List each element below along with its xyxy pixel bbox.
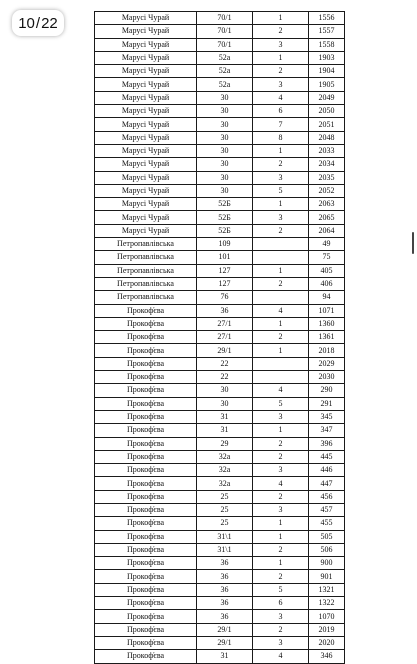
cell-apartment: 2050 xyxy=(309,105,345,118)
cell-building: 29/1 xyxy=(197,636,253,649)
cell-entrance: 6 xyxy=(253,105,309,118)
table-row xyxy=(95,277,345,290)
cell-apartment: 1322 xyxy=(309,597,345,610)
table-row xyxy=(95,357,345,370)
table-row xyxy=(95,410,345,423)
cell-building: 30 xyxy=(197,118,253,131)
cell-entrance: 1 xyxy=(253,424,309,437)
cell-entrance: 3 xyxy=(253,78,309,91)
cell-entrance: 2 xyxy=(253,623,309,636)
page-indicator[interactable] xyxy=(12,10,64,36)
cell-building: 30 xyxy=(197,384,253,397)
cell-building: 30 xyxy=(197,105,253,118)
cell-entrance: 2 xyxy=(253,450,309,463)
table-row xyxy=(95,171,345,184)
cell-building: 36 xyxy=(197,610,253,623)
cell-apartment: 447 xyxy=(309,477,345,490)
cell-building: 36 xyxy=(197,304,253,317)
cell-street: Прокоф̕єва xyxy=(95,570,197,583)
cell-apartment: 396 xyxy=(309,437,345,450)
cell-street: Прокоф̕єва xyxy=(95,583,197,596)
cell-street: Марусі Чурай xyxy=(95,158,197,171)
cell-apartment: 2049 xyxy=(309,91,345,104)
cell-street: Прокоф̕єва xyxy=(95,410,197,423)
table-row xyxy=(95,317,345,330)
cell-building: 70/1 xyxy=(197,25,253,38)
table-row xyxy=(95,557,345,570)
table-row xyxy=(95,291,345,304)
cell-apartment: 94 xyxy=(309,291,345,304)
table-row xyxy=(95,331,345,344)
cell-entrance: 3 xyxy=(253,610,309,623)
table-row xyxy=(95,105,345,118)
cell-street: Прокоф̕єва xyxy=(95,650,197,663)
table-row xyxy=(95,238,345,251)
cell-building: 30 xyxy=(197,184,253,197)
cell-street: Марусі Чурай xyxy=(95,12,197,25)
cell-building: 30 xyxy=(197,158,253,171)
total-pages: 22 xyxy=(41,14,58,32)
table-row xyxy=(95,397,345,410)
cell-entrance: 3 xyxy=(253,503,309,516)
cell-street: Марусі Чурай xyxy=(95,91,197,104)
cell-street: Прокоф̕єва xyxy=(95,304,197,317)
cell-entrance: 4 xyxy=(253,477,309,490)
table-row xyxy=(95,118,345,131)
cell-apartment: 1071 xyxy=(309,304,345,317)
cell-building: 25 xyxy=(197,490,253,503)
cell-entrance: 2 xyxy=(253,158,309,171)
cell-apartment: 1905 xyxy=(309,78,345,91)
cell-street: Прокоф̕єва xyxy=(95,530,197,543)
table-row xyxy=(95,91,345,104)
cell-apartment: 2033 xyxy=(309,144,345,157)
cell-apartment: 2052 xyxy=(309,184,345,197)
cell-entrance: 2 xyxy=(253,570,309,583)
table-row xyxy=(95,12,345,25)
table-row xyxy=(95,224,345,237)
cell-building: 27/1 xyxy=(197,317,253,330)
cell-street: Прокоф̕єва xyxy=(95,397,197,410)
cell-entrance: 5 xyxy=(253,184,309,197)
table-row xyxy=(95,623,345,636)
cell-entrance: 3 xyxy=(253,464,309,477)
cell-apartment: 1070 xyxy=(309,610,345,623)
cell-entrance: 2 xyxy=(253,65,309,78)
cell-building: 29/1 xyxy=(197,623,253,636)
cell-apartment: 347 xyxy=(309,424,345,437)
table-row xyxy=(95,437,345,450)
cell-entrance: 4 xyxy=(253,91,309,104)
cell-apartment: 406 xyxy=(309,277,345,290)
cell-entrance: 5 xyxy=(253,397,309,410)
table-row xyxy=(95,344,345,357)
cell-apartment: 2048 xyxy=(309,131,345,144)
cell-building: 25 xyxy=(197,503,253,516)
cell-entrance: 7 xyxy=(253,118,309,131)
cell-building: 36 xyxy=(197,557,253,570)
table-row xyxy=(95,51,345,64)
cell-street: Прокоф̕єва xyxy=(95,371,197,384)
cell-entrance: 2 xyxy=(253,277,309,290)
cell-street: Марусі Чурай xyxy=(95,118,197,131)
cell-entrance: 3 xyxy=(253,171,309,184)
cell-apartment: 2035 xyxy=(309,171,345,184)
cell-building: 127 xyxy=(197,277,253,290)
cell-building: 109 xyxy=(197,238,253,251)
cell-street: Прокоф̕єва xyxy=(95,503,197,516)
cell-street: Прокоф̕єва xyxy=(95,344,197,357)
cell-apartment: 1904 xyxy=(309,65,345,78)
cell-street: Марусі Чурай xyxy=(95,131,197,144)
address-table-body xyxy=(95,12,345,664)
cell-entrance: 2 xyxy=(253,437,309,450)
cell-apartment: 2065 xyxy=(309,211,345,224)
cell-street: Прокоф̕єва xyxy=(95,490,197,503)
cell-street: Марусі Чурай xyxy=(95,171,197,184)
cell-entrance: 1 xyxy=(253,344,309,357)
cell-entrance: 4 xyxy=(253,650,309,663)
cell-apartment: 506 xyxy=(309,543,345,556)
table-row xyxy=(95,464,345,477)
cell-building: 30 xyxy=(197,144,253,157)
cell-street: Марусі Чурай xyxy=(95,184,197,197)
cell-entrance xyxy=(253,238,309,251)
document-page xyxy=(94,11,344,664)
cell-street: Прокоф̕єва xyxy=(95,477,197,490)
cell-street: Прокоф̕єва xyxy=(95,623,197,636)
cell-street: Марусі Чурай xyxy=(95,25,197,38)
cell-building: 30 xyxy=(197,397,253,410)
cell-apartment: 445 xyxy=(309,450,345,463)
cell-street: Петропавлівська xyxy=(95,238,197,251)
cell-entrance: 3 xyxy=(253,410,309,423)
cell-entrance: 1 xyxy=(253,557,309,570)
cell-street: Петропавлівська xyxy=(95,277,197,290)
cell-building: 76 xyxy=(197,291,253,304)
table-row xyxy=(95,211,345,224)
cell-apartment: 1321 xyxy=(309,583,345,596)
table-row xyxy=(95,264,345,277)
cell-entrance: 1 xyxy=(253,144,309,157)
cell-building: 31 xyxy=(197,410,253,423)
cell-apartment: 455 xyxy=(309,517,345,530)
cell-entrance xyxy=(253,251,309,264)
cell-entrance: 1 xyxy=(253,12,309,25)
cell-street: Прокоф̕єва xyxy=(95,437,197,450)
cell-apartment: 2019 xyxy=(309,623,345,636)
address-table xyxy=(94,11,345,664)
cell-building: 70/1 xyxy=(197,38,253,51)
scrollbar[interactable] xyxy=(407,0,417,596)
cell-street: Прокоф̕єва xyxy=(95,557,197,570)
cell-entrance: 6 xyxy=(253,597,309,610)
table-row xyxy=(95,65,345,78)
table-row xyxy=(95,583,345,596)
cell-apartment: 405 xyxy=(309,264,345,277)
cell-apartment: 2051 xyxy=(309,118,345,131)
table-row xyxy=(95,371,345,384)
table-row xyxy=(95,530,345,543)
table-row xyxy=(95,131,345,144)
cell-street: Петропавлівська xyxy=(95,264,197,277)
scrollbar-thumb[interactable] xyxy=(412,232,414,254)
cell-apartment: 345 xyxy=(309,410,345,423)
cell-building: 32а xyxy=(197,477,253,490)
cell-street: Прокоф̕єва xyxy=(95,464,197,477)
cell-building: 30 xyxy=(197,91,253,104)
cell-apartment: 900 xyxy=(309,557,345,570)
cell-building: 31\1 xyxy=(197,530,253,543)
cell-apartment: 901 xyxy=(309,570,345,583)
cell-apartment: 1360 xyxy=(309,317,345,330)
cell-street: Марусі Чурай xyxy=(95,38,197,51)
cell-building: 52Б xyxy=(197,198,253,211)
cell-entrance: 3 xyxy=(253,636,309,649)
cell-apartment: 456 xyxy=(309,490,345,503)
cell-entrance: 4 xyxy=(253,304,309,317)
cell-building: 127 xyxy=(197,264,253,277)
cell-street: Марусі Чурай xyxy=(95,78,197,91)
cell-entrance: 1 xyxy=(253,264,309,277)
cell-apartment: 290 xyxy=(309,384,345,397)
cell-apartment: 2030 xyxy=(309,371,345,384)
table-row xyxy=(95,144,345,157)
cell-street: Марусі Чурай xyxy=(95,65,197,78)
table-row xyxy=(95,184,345,197)
cell-street: Прокоф̕єва xyxy=(95,610,197,623)
cell-apartment: 2063 xyxy=(309,198,345,211)
cell-apartment: 75 xyxy=(309,251,345,264)
cell-apartment: 505 xyxy=(309,530,345,543)
cell-street: Марусі Чурай xyxy=(95,224,197,237)
table-row xyxy=(95,636,345,649)
cell-apartment: 1556 xyxy=(309,12,345,25)
cell-building: 32а xyxy=(197,450,253,463)
table-row xyxy=(95,450,345,463)
cell-building: 31\1 xyxy=(197,543,253,556)
cell-building: 30 xyxy=(197,131,253,144)
cell-street: Марусі Чурай xyxy=(95,198,197,211)
cell-apartment: 2029 xyxy=(309,357,345,370)
cell-building: 36 xyxy=(197,570,253,583)
cell-building: 22 xyxy=(197,371,253,384)
table-row xyxy=(95,650,345,663)
cell-street: Петропавлівська xyxy=(95,251,197,264)
table-row xyxy=(95,610,345,623)
table-row xyxy=(95,304,345,317)
cell-entrance xyxy=(253,357,309,370)
cell-apartment: 346 xyxy=(309,650,345,663)
cell-street: Марусі Чурай xyxy=(95,105,197,118)
cell-apartment: 1558 xyxy=(309,38,345,51)
cell-building: 70/1 xyxy=(197,12,253,25)
cell-apartment: 2064 xyxy=(309,224,345,237)
table-row xyxy=(95,158,345,171)
cell-entrance xyxy=(253,291,309,304)
cell-building: 101 xyxy=(197,251,253,264)
page-separator: / xyxy=(35,14,41,32)
cell-building: 52а xyxy=(197,65,253,78)
cell-street: Петропавлівська xyxy=(95,291,197,304)
cell-entrance: 1 xyxy=(253,51,309,64)
cell-street: Прокоф̕єва xyxy=(95,424,197,437)
cell-entrance: 2 xyxy=(253,543,309,556)
cell-apartment: 49 xyxy=(309,238,345,251)
cell-entrance: 5 xyxy=(253,583,309,596)
cell-building: 52Б xyxy=(197,211,253,224)
cell-apartment: 2034 xyxy=(309,158,345,171)
cell-apartment: 1361 xyxy=(309,331,345,344)
cell-entrance: 3 xyxy=(253,211,309,224)
cell-building: 30 xyxy=(197,171,253,184)
table-row xyxy=(95,517,345,530)
cell-entrance: 3 xyxy=(253,38,309,51)
table-row xyxy=(95,477,345,490)
cell-entrance: 4 xyxy=(253,384,309,397)
cell-building: 32а xyxy=(197,464,253,477)
cell-street: Прокоф̕єва xyxy=(95,517,197,530)
cell-apartment: 457 xyxy=(309,503,345,516)
cell-entrance: 1 xyxy=(253,198,309,211)
cell-building: 29 xyxy=(197,437,253,450)
cell-street: Прокоф̕єва xyxy=(95,597,197,610)
table-row xyxy=(95,424,345,437)
cell-apartment: 1903 xyxy=(309,51,345,64)
cell-building: 36 xyxy=(197,583,253,596)
cell-entrance: 8 xyxy=(253,131,309,144)
cell-building: 22 xyxy=(197,357,253,370)
cell-apartment: 2018 xyxy=(309,344,345,357)
cell-building: 31 xyxy=(197,650,253,663)
cell-street: Прокоф̕єва xyxy=(95,384,197,397)
cell-building: 27/1 xyxy=(197,331,253,344)
cell-street: Прокоф̕єва xyxy=(95,636,197,649)
cell-building: 25 xyxy=(197,517,253,530)
table-row xyxy=(95,384,345,397)
cell-apartment: 446 xyxy=(309,464,345,477)
cell-building: 52Б xyxy=(197,224,253,237)
cell-entrance: 2 xyxy=(253,490,309,503)
table-row xyxy=(95,503,345,516)
cell-apartment: 1557 xyxy=(309,25,345,38)
table-row xyxy=(95,597,345,610)
table-row xyxy=(95,78,345,91)
cell-building: 31 xyxy=(197,424,253,437)
cell-street: Марусі Чурай xyxy=(95,211,197,224)
cell-street: Прокоф̕єва xyxy=(95,331,197,344)
cell-apartment: 291 xyxy=(309,397,345,410)
cell-entrance: 2 xyxy=(253,224,309,237)
cell-entrance: 1 xyxy=(253,530,309,543)
cell-street: Марусі Чурай xyxy=(95,144,197,157)
cell-street: Прокоф̕єва xyxy=(95,450,197,463)
table-row xyxy=(95,38,345,51)
cell-building: 52а xyxy=(197,51,253,64)
table-row xyxy=(95,198,345,211)
table-row xyxy=(95,570,345,583)
cell-street: Прокоф̕єва xyxy=(95,357,197,370)
table-row xyxy=(95,25,345,38)
table-row xyxy=(95,490,345,503)
cell-building: 52а xyxy=(197,78,253,91)
current-page: 10 xyxy=(18,14,35,32)
cell-entrance: 1 xyxy=(253,317,309,330)
cell-entrance: 2 xyxy=(253,331,309,344)
cell-apartment: 2020 xyxy=(309,636,345,649)
cell-entrance: 2 xyxy=(253,25,309,38)
cell-street: Марусі Чурай xyxy=(95,51,197,64)
cell-entrance: 1 xyxy=(253,517,309,530)
cell-building: 29/1 xyxy=(197,344,253,357)
cell-entrance xyxy=(253,371,309,384)
cell-street: Прокоф̕єва xyxy=(95,543,197,556)
cell-street: Прокоф̕єва xyxy=(95,317,197,330)
table-row xyxy=(95,251,345,264)
cell-building: 36 xyxy=(197,597,253,610)
table-row xyxy=(95,543,345,556)
